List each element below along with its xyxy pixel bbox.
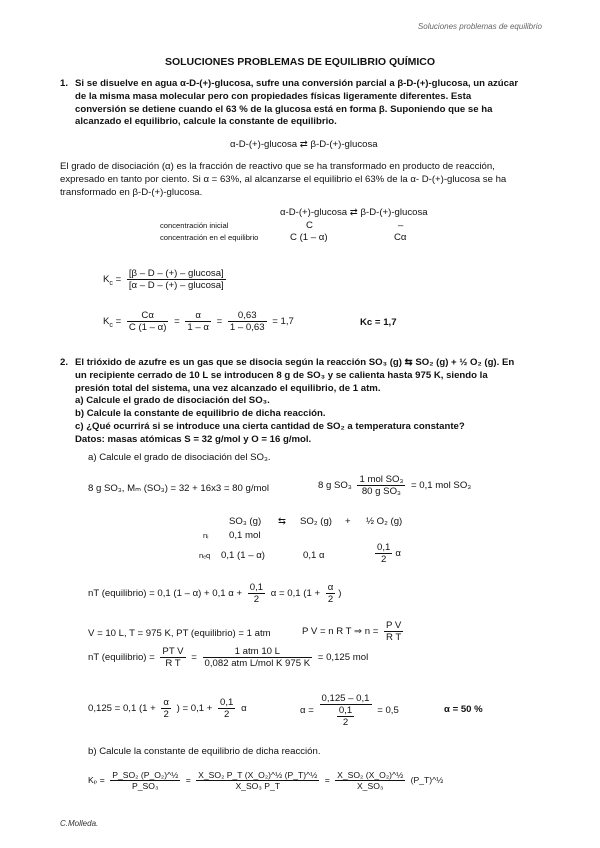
nt2-frac-1 [160,646,185,669]
neq-c-den: 2 [381,554,387,565]
nt-mid: α = 0,1 (1 + [270,588,321,600]
page-title: SOLUCIONES PROBLEMAS DE EQUILIBRIO QUÍMICO [164,56,436,68]
kp-frac-1 [110,770,180,791]
kc2-f3-den: 1 – 0,63 [229,322,265,333]
q1-statement [75,78,545,129]
kc2-frac-1 [127,310,169,333]
nt2-f1-num: PT V [162,646,184,657]
kp-tail: (P_T)^½ [410,774,444,785]
q2-subheading-b: b) Calcule la constante de equilibrio de dicha reacción. [88,746,321,757]
q2-data-line: Datos: masas atómicas S = 32 g/mol y O = 16 g/mol. [75,433,312,445]
row-neq-b: 0,1 α [303,550,325,561]
q2-line-3: presión total del sistema, una vez alcanzado el equilibrio, de 1 atm. [75,382,381,394]
nt-lhs: nT (equilibrio) = 0,1 (1 – α) + 0,1 α + [88,588,243,600]
nt-end: ) [338,588,342,600]
q1-explanation [60,160,545,199]
q2-line-2: un recipiente cerrado de 10 L se introducen 8 g de SO₃ y se calienta hasta 975 K, siendo la [75,369,488,381]
conv-num: 1 mol SO₃ [359,474,404,485]
pv-lhs: P V = n R T ⇒ n = [302,626,379,638]
kc2-frac-3 [228,310,267,333]
row-ni-label: nᵢ [203,531,209,540]
nt-den2: 2 [327,594,334,605]
alpha-frac-2 [218,697,235,720]
q2-eq-sp-4: ½ O₂ (g) [366,516,403,527]
nt-frac-2 [326,582,336,605]
row-neq-c [372,542,401,565]
q2-number: 2. [60,357,69,368]
q2-conditions: V = 10 L, T = 975 K, PT (equilibrio) = 1 atm [88,628,271,639]
pv-num: P V [385,620,402,631]
q1-row-initial-b: – [398,220,404,231]
alpha-sol-result: = 0,5 [377,705,399,717]
conv-den: 80 g SO₃ [361,486,401,497]
kp-f2-num: X_SO₂ P_T (X_O₂)^½ (P_T)^½ [198,770,318,780]
q2-pv-line [302,620,406,643]
neq-c-num: 0,1 [377,542,391,553]
pv-den: R T [385,632,402,643]
alpha-sol-frac [320,693,372,728]
kp-f3-den: X_SO₃ [356,781,384,791]
nt2-f2-den: 0,082 atm L/mol K 975 K [204,658,311,669]
q1-row-eq-b: Cα [394,232,407,243]
kc-fraction [127,268,226,291]
alpha-mid: ) = 0,1 + [176,703,213,715]
neq-c-frac [375,542,392,565]
alpha-sol-den2: 2 [342,717,349,728]
q1-kc-calculation: $K_c$ = $\frac{C\alpha}{C (1 - \alpha)}$ = $\frac{\alpha}{1 - \alpha}$ = $\frac{0,63}{1 - 0,63}$ = 1,7 [103,310,294,333]
footer-author: C.Molleda. [60,819,99,828]
alpha-sol-lhs: α = [300,705,314,717]
q2-part-a: a) Calcule el grado de disociación del SO₃. [75,395,270,407]
alpha-sol-inner-frac [337,705,354,728]
q2-eq-sp-1: ⇆ [278,516,287,527]
alpha-tail: α [241,703,247,715]
conv-lhs: 8 g SO₃ [318,480,352,492]
kc-denominator: [α – D – (+) – glucosa] [128,280,224,291]
alpha-lhs: 0,125 = 0,1 (1 + [88,703,156,715]
q1-expl-2: expresado en tanto por ciento. Si α = 63%, al alcanzarse el equilibrio el 63% de la α- D-(+)-glucosa se ha [60,174,507,185]
kp-frac-2 [196,770,319,791]
row-ni-val: 0,1 mol [229,530,261,541]
pv-frac [384,620,403,643]
q2-nt-line [88,582,342,605]
q2-eq-sp-2: SO₂ (g) [300,516,332,527]
q1-row-initial-label: concentración inicial [160,221,229,230]
kc2-frac-2 [185,310,211,333]
q1-expl-3: transformado en β-D-(+)-glucosa. [60,187,203,198]
alpha-sol-den1: 0,1 [338,705,353,716]
kc2-f3-num: 0,63 [228,310,267,322]
q1-row-eq-a: C (1 – α) [290,232,328,243]
row-neq-label: nₑq [199,551,211,560]
kp-f1-num: P_SO₂ (P_O₂)^½ [112,770,179,780]
nt-den: 2 [253,594,260,605]
q2-conversion [318,474,471,497]
nt2-lhs: nT (equilibrio) = [88,652,155,664]
q2-part-b: b) Calcule la constante de equilibrio de dicha reacción. [75,408,326,420]
nt2-f1-den: R T [165,658,181,669]
q1-line-1: Si se disuelve en agua α-D-(+)-glucosa, sufre una conversión parcial a β-D-(+)-glucosa, un azúcar [75,78,519,89]
kc2-result: 1,7 [280,316,294,328]
nt-frac-1 [248,582,265,605]
alpha-sol-den [320,705,372,728]
q1-table-reaction: α-D-(+)-glucosa ⇄ β-D-(+)-glucosa [280,207,428,218]
kc2-f1-num: Cα [127,310,169,322]
kc-sub: c [109,279,113,287]
q2-alpha-line [88,697,247,720]
q1-row-initial-a: C [306,220,313,231]
kc2-f2-num: α [185,310,211,322]
kc-symbol: K [103,274,110,286]
q1-line-2: de la misma masa molecular pero con propiedades físicas ligeramente diferentes. Esta [75,90,472,102]
kp-frac-3 [335,770,405,791]
row-neq-a: 0,1 (1 – α) [221,550,265,561]
kc-numerator: [β – D – (+) – glucosa] [127,268,226,280]
q2-mass-line: 8 g SO₃, Mₘ (SO₃) = 32 + 16x3 = 80 g/mol [88,483,269,494]
alpha-f2-den: 2 [224,709,230,720]
q1-line-4: alcanzado el equilibrio, calcule la constante de equilibrio. [75,116,337,128]
q2-nt2-line: nT (equilibrio) = $\frac{\text{PT V}}{\text{R T}}$ = $\frac{\text{1 atm 10 L}}{\text{0,082 atm L/mol K 975 K}}$ = 0,125 mol [88,646,369,669]
kp-f1-den: P_SO₃ [132,781,159,791]
alpha-f2-num: 0,1 [220,697,234,708]
kc2-f1-den: C (1 – α) [128,322,167,333]
kc-sub-2: c [109,321,113,329]
q2-part-c: c) ¿Qué ocurrirá si se introduce una cierta cantidad de SO₂ a temperatura constante? [75,420,465,432]
q1-kc-final: Kc = 1,7 [360,317,397,328]
q1-number: 1. [60,78,69,89]
nt-num2: α [327,582,334,593]
q1-kc-expression: $K_c$ = $\frac{\text{[β – D – (+) – glucosa]}}{\text{[α – D – (+) – glucosa]}}$ [103,268,224,291]
q2-statement [75,357,545,447]
kp-f3-num: X_SO₂ (X_O₂)^½ [337,770,404,780]
q2-subheading-a: a) Calcule el grado de disociación del SO₃. [88,452,271,463]
q2-line-1: El trióxido de azufre es un gas que se disocia según la reacción SO₃ (g) ⇆ SO₂ (g) + ½ O₂ (g). En [75,357,515,368]
q1-expl-1: El grado de disociación (α) es la fracción de reactivo que se ha transformado en producto de reacción, [60,161,495,172]
kc-symbol-2: K [103,316,110,328]
alpha-sol-num: 0,125 – 0,1 [321,693,370,704]
nt-num: 0,1 [249,582,264,593]
running-header: Soluciones problemas de equilibrio [417,22,542,31]
nt2-result: = 0,125 mol [317,652,369,664]
conv-result: = 0,1 mol SO₃ [411,480,472,492]
q1-line-3: conversión se detiene cuando el 63 % de la glucosa está en forma β. Suponiendo que se ha [75,103,493,115]
q1-row-eq-label: concentración en el equilibrio [160,233,259,242]
conv-fraction [357,474,405,497]
q2-eq-sp-0: SO₃ (g) [229,516,262,527]
kc2-f2-den: 1 – α [187,322,209,333]
q2-alpha-final: α = 50 % [444,704,483,715]
q2-eq-sp-3: + [345,516,351,527]
nt2-f2-num: 1 atm 10 L [203,646,313,658]
alpha-frac-1 [161,697,171,720]
alpha-f1-den: 2 [163,709,169,720]
alpha-f1-num: α [163,697,169,708]
kp-f2-den: X_SO₃ P_T [235,781,281,791]
neq-c-tail: α [395,548,401,560]
q2-alpha-solution [300,693,399,728]
kp-lhs: Kₚ = [88,774,105,785]
nt2-frac-2 [203,646,313,669]
q1-reaction: α-D-(+)-glucosa ⇄ β-D-(+)-glucosa [230,139,378,150]
q2-kp-line: Kₚ = $\frac{\text{P\_SO₂ (P\_O₂)\textasciicircum{}½}}{\text{P\_SO₃}}$ = $\frac{\text{X\_SO₂ P\_T (X\_O₂)\textasciicircum{}½ (P\_T)\textasciicircum{}½}}{\text{X\_SO₃ P\_T}}$ = $\frac{\text{X\_SO₂ (X\_O₂)\textasciicircum{}½}}{\text{X\_SO₃}}$ (P_T)^½ [88,770,444,791]
